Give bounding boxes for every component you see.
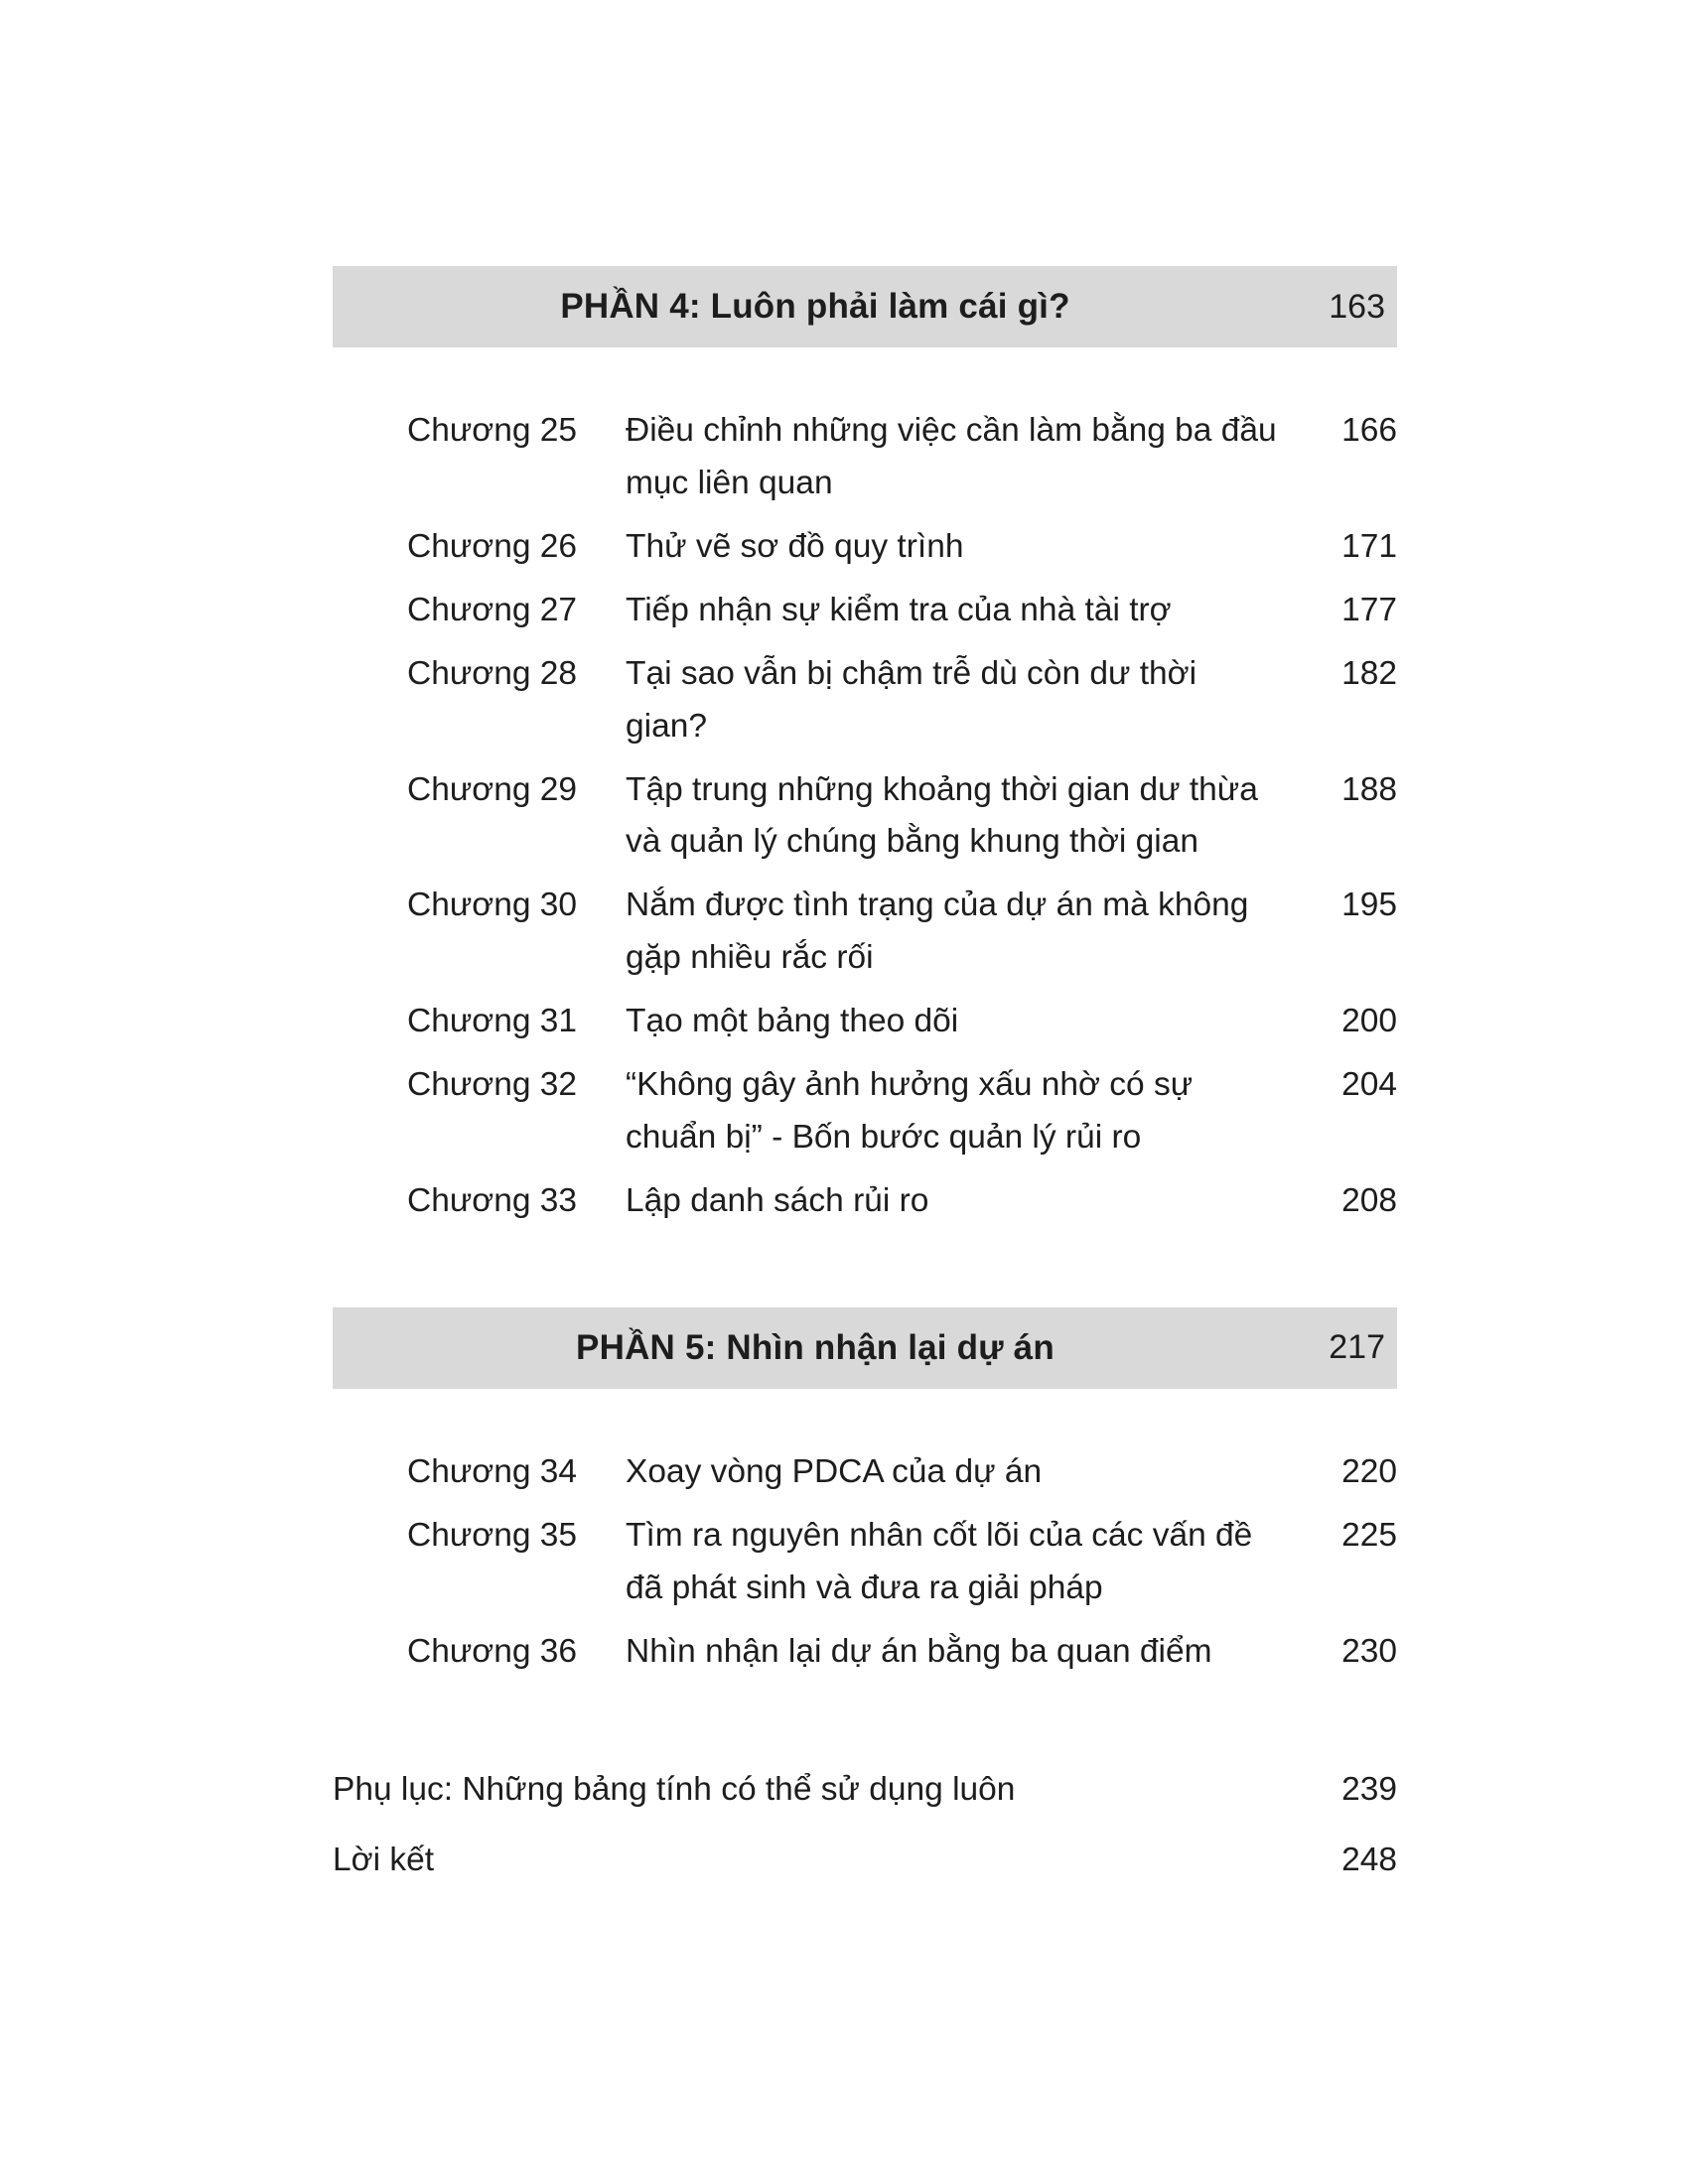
chapter-label: Chương 27 (407, 591, 578, 628)
chapter-label: Chương 25 (407, 412, 578, 449)
toc-entry (333, 405, 1397, 510)
toc-entry (333, 1059, 1397, 1164)
page-number: 182 (1341, 654, 1397, 692)
toc-entry (333, 996, 1397, 1048)
page-number: 220 (1341, 1452, 1397, 1490)
epilogue-title: Lời kết (333, 1841, 435, 1878)
page-number: 225 (1341, 1516, 1397, 1554)
toc-entry (333, 585, 1397, 637)
chapter-title: “Không gây ảnh hưởng xấu nhờ có sự chuẩn bị” - Bốn bước quản lý rủi ro (626, 1066, 1194, 1157)
section-entries-part4 (333, 405, 1397, 1228)
chapter-title: Xoay vòng PDCA của dự án (626, 1452, 1043, 1490)
toc-entry (333, 1764, 1397, 1817)
page-number: 195 (1341, 887, 1397, 924)
page-number: 208 (1341, 1181, 1397, 1219)
section-page-number: 163 (1329, 287, 1385, 326)
toc-entry (333, 1835, 1397, 1887)
page-number: 239 (1341, 1770, 1397, 1808)
table-of-contents (333, 266, 1397, 1904)
page-number: 204 (1341, 1066, 1397, 1104)
page-number: 171 (1341, 527, 1397, 565)
chapter-title: Tìm ra nguyên nhân cốt lõi của các vấn đề đã phát sinh và đưa ra giải pháp (626, 1516, 1253, 1606)
chapter-label: Chương 26 (407, 527, 578, 565)
chapter-title: Lập danh sách rủi ro (626, 1181, 929, 1219)
page-number: 188 (1341, 770, 1397, 808)
chapter-label: Chương 35 (407, 1516, 578, 1554)
toc-entry (333, 1510, 1397, 1615)
chapter-title: Tạo một bảng theo dõi (626, 1003, 959, 1040)
back-matter-entries (333, 1764, 1397, 1887)
chapter-title: Nắm được tình trạng của dự án mà không gặp nhiều rắc rối (626, 887, 1249, 977)
chapter-title: Tại sao vẫn bị chậm trễ dù còn dư thời gian? (626, 654, 1197, 745)
chapter-label: Chương 28 (407, 654, 578, 692)
chapter-label: Chương 29 (407, 770, 578, 808)
page-number: 166 (1341, 412, 1397, 449)
appendix-title: Phụ lục: Những bảng tính có thể sử dụng luôn (333, 1770, 1016, 1808)
section-entries-part5 (333, 1446, 1397, 1679)
chapter-label: Chương 34 (407, 1452, 578, 1490)
toc-entry (333, 880, 1397, 985)
chapter-label: Chương 36 (407, 1632, 578, 1670)
chapter-label: Chương 32 (407, 1066, 578, 1104)
section-page-number: 217 (1329, 1328, 1385, 1367)
toc-entry (333, 1626, 1397, 1679)
chapter-title: Tập trung những khoảng thời gian dư thừa và quản lý chúng bằng khung thời gian (626, 770, 1258, 861)
page-number: 177 (1341, 591, 1397, 628)
toc-entry (333, 1446, 1397, 1499)
page-number: 230 (1341, 1632, 1397, 1670)
chapter-title: Tiếp nhận sự kiểm tra của nhà tài trợ (626, 591, 1172, 628)
chapter-label: Chương 31 (407, 1003, 578, 1040)
chapter-title: Điều chỉnh những việc cần làm bằng ba đầu mục liên quan (626, 412, 1277, 501)
section-title: PHẦN 5: Nhìn nhận lại dự án (576, 1327, 1055, 1367)
section-header-part5 (333, 1307, 1397, 1389)
toc-entry (333, 521, 1397, 574)
page-number: 248 (1341, 1841, 1397, 1878)
section-header-part4 (333, 266, 1397, 347)
section-title: PHẦN 4: Luôn phải làm cái gì? (560, 287, 1070, 326)
chapter-title: Thử vẽ sơ đồ quy trình (626, 527, 964, 565)
toc-entry (333, 764, 1397, 870)
toc-entry (333, 648, 1397, 753)
chapter-label: Chương 33 (407, 1181, 578, 1219)
toc-entry (333, 1175, 1397, 1228)
chapter-label: Chương 30 (407, 887, 578, 924)
chapter-title: Nhìn nhận lại dự án bằng ba quan điểm (626, 1632, 1212, 1670)
page-number: 200 (1341, 1003, 1397, 1040)
